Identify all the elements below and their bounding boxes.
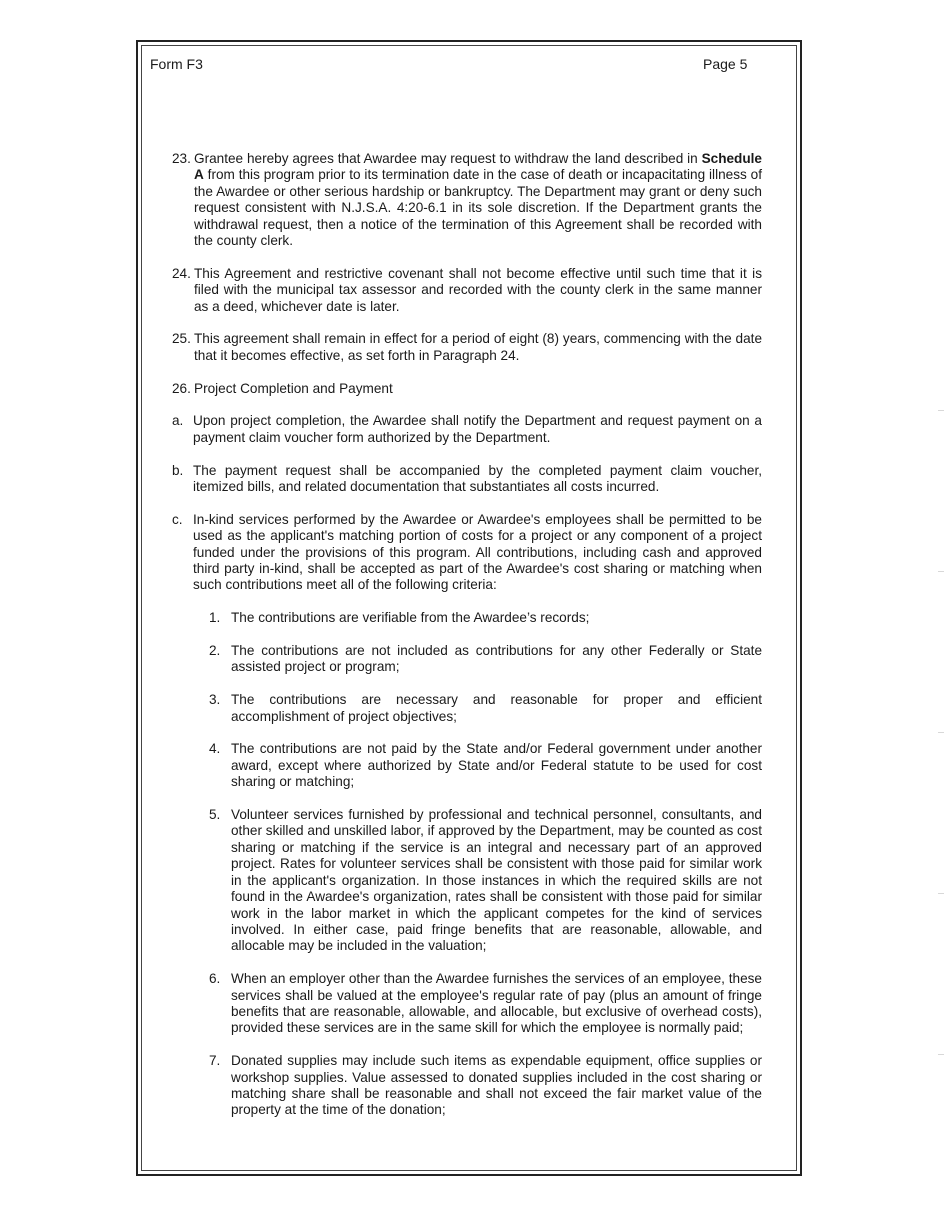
list-item-number: 1. [209,610,221,626]
paragraph-text-rest: from this program prior to its termination date in the case of death or incapacitating illness of the Awardee or other serious hardship or bankruptcy. The Department may grant or deny such request consistent with N.J.S.A. 4:20-6.1 in its sole discretion. If the Department grants the withdrawal request, then a notice of the termination of this Agreement shall be recorded with the county clerk. [194,167,762,249]
paragraph-number: 26. [172,380,191,396]
document-body [172,151,762,1135]
paragraph-23 [172,151,762,249]
subparagraph-text: In-kind services performed by the Awardee or Awardee's employees shall be permitted to be used as the applicant's matching portion of costs for a project or any component of a project funded under the provisions of this program. All contributions, including cash and approved third party in-kind, shall be accepted as part of the Awardee's cost sharing or matching when such contributions meet all of the following criteria: [193,511,762,593]
subparagraph-letter: a. [172,413,184,429]
paragraph-25 [172,331,762,364]
list-item-text: The contributions are not included as contributions for any other Federally or State assisted project or program; [231,643,762,675]
list-item-text: Donated supplies may include such items as expendable equipment, office supplies or workshop supplies. Value assessed to donated supplies included in the cost sharing or matching share shall be reasonable and shall not exceed the fair market value of the property at the time of the donation; [231,1053,762,1118]
list-item-number: 7. [209,1053,221,1069]
list-item [209,741,762,790]
list-item [209,692,762,725]
list-item-number: 6. [209,971,221,987]
list-item [209,807,762,955]
scan-margin-artifacts [938,250,944,1150]
list-item-text: Volunteer services furnished by professional and technical personnel, consultants, and other skilled and unskilled labor, if approved by the Department, may be counted as cost sharing or matching if the service is an integral and necessary part of an approved project. Rates for volunteer services shall be consistent with those paid for similar work in the applicant's organization. In those instances in which the required skills are not found in the Awardee's organization, rates shall be consistent with those paid for similar work in the labor market in which the applicant competes for the kind of services involved. In either case, paid fringe benefits that are reasonable, allowable, and allocable may be included in the valuation; [231,807,762,954]
paragraph-text: This agreement shall remain in effect for a period of eight (8) years, commencing with the date that it becomes effective, as set forth in Paragraph 24. [194,331,762,363]
list-item-text: When an employer other than the Awardee furnishes the services of an employee, these services shall be valued at the employee's regular rate of pay (plus an amount of fringe benefits that are reasonable, allowable, and allocable, but exclusive of overhead costs), provided these services are in the same skill for which the employee is normally paid; [231,971,762,1036]
subparagraph-a [172,413,762,446]
list-item-number: 4. [209,741,221,757]
paragraph-text: This Agreement and restrictive covenant shall not become effective until such time that it is filed with the municipal tax assessor and recorded with the county clerk in the same manner as a deed, whichever date is later. [194,265,762,314]
list-item-text: The contributions are necessary and reasonable for proper and efficient accomplishment of project objectives; [231,692,762,724]
paragraph-text [194,151,762,249]
criteria-list [209,610,762,1119]
list-item-text: The contributions are not paid by the State and/or Federal government under another award, except where authorized by State and/or Federal statute to be used for cost sharing or matching; [231,741,762,790]
list-item-number: 2. [209,643,221,659]
section-heading: Project Completion and Payment [194,380,393,396]
subparagraph-text: The payment request shall be accompanied by the completed payment claim voucher, itemized bills, and related documentation that substantiates all costs incurred. [193,462,762,495]
list-item [209,610,762,626]
paragraph-24 [172,266,762,315]
list-item-number: 3. [209,692,221,708]
paragraph-26 [172,381,762,397]
form-label: Form F3 [150,56,203,72]
subparagraph-text: Upon project completion, the Awardee shall notify the Department and request payment on a payment claim voucher form authorized by the Department. [193,413,762,445]
paragraph-number: 23. [172,151,191,166]
schedule-a-bold: Schedule A [194,151,762,183]
subparagraph-c [172,512,762,594]
paragraph-text-start: Grantee hereby agrees that Awardee may request to withdraw the land described in [194,151,702,166]
paragraph-number: 25. [172,331,191,347]
list-item [209,1053,762,1119]
list-item-number: 5. [209,807,221,823]
subparagraph-letter: b. [172,462,184,478]
list-item [209,643,762,676]
list-item-text: The contributions are verifiable from the Awardee’s records; [231,610,590,626]
page-number: Page 5 [703,56,748,72]
subparagraph-letter: c. [172,511,183,527]
subparagraph-b [172,463,762,496]
list-item [209,971,762,1037]
paragraph-number: 24. [172,265,191,281]
